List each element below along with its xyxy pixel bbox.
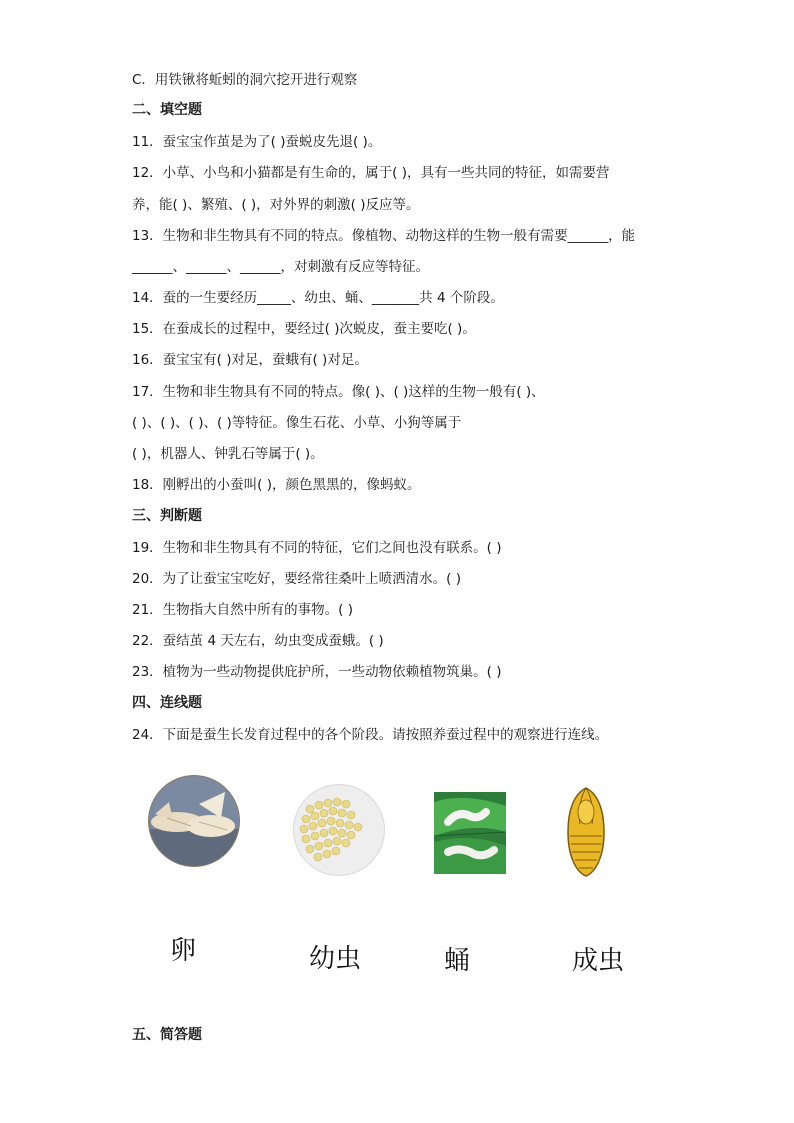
question-11: 11．蚕宝宝作茧是为了( )蚕蜕皮先退( )。 bbox=[132, 134, 382, 150]
question-13-line-1: 13．生物和非生物具有不同的特点。像植物、动物这样的生物一般有需要______，能 bbox=[132, 228, 636, 244]
section-heading-fill-blank: 二、填空题 bbox=[132, 102, 202, 118]
question-18: 18．刚孵出的小蚕叫( )，颜色黑黑的，像蚂蚁。 bbox=[132, 477, 421, 493]
silkworm-moth-image bbox=[147, 774, 241, 868]
question-21: 21．生物指大自然中所有的事物。( ) bbox=[132, 602, 354, 618]
section-heading-matching: 四、连线题 bbox=[132, 695, 202, 711]
label-egg: 卵 bbox=[170, 936, 197, 966]
line-option-c: C．用铁锹将蚯蚓的洞穴挖开进行观察 bbox=[132, 72, 358, 88]
question-14: 14．蚕的一生要经历_____、幼虫、蛹、_______共 4 个阶段。 bbox=[132, 290, 504, 306]
question-17-line-3: ( )，机器人、钟乳石等属于( )。 bbox=[132, 446, 324, 462]
label-pupa: 蛹 bbox=[444, 946, 471, 976]
label-adult: 成虫 bbox=[572, 946, 625, 976]
question-17-line-2: ( )、( )、( )、( )等特征。像生石花、小草、小狗等属于 bbox=[132, 415, 462, 431]
question-23: 23．植物为一些动物提供庇护所，一些动物依赖植物筑巢。( ) bbox=[132, 664, 502, 680]
section-heading-true-false: 三、判断题 bbox=[132, 508, 202, 524]
label-larva: 幼虫 bbox=[309, 944, 362, 974]
question-20: 20．为了让蚕宝宝吃好，要经常往桑叶上喷洒清水。( ) bbox=[132, 571, 462, 587]
silkworm-larva-image bbox=[434, 792, 506, 874]
section-heading-short-answer: 五、简答题 bbox=[132, 1027, 202, 1043]
question-24: 24．下面是蚕生长发育过程中的各个阶段。请按照养蚕过程中的观察进行连线。 bbox=[132, 727, 609, 743]
silkworm-pupa-image bbox=[562, 784, 610, 880]
question-16: 16．蚕宝宝有( )对足，蚕蛾有( )对足。 bbox=[132, 352, 368, 368]
silkworm-eggs-image bbox=[292, 783, 386, 877]
question-22: 22．蚕结茧 4 天左右，幼虫变成蚕蛾。( ) bbox=[132, 633, 384, 649]
question-19: 19．生物和非生物具有不同的特征，它们之间也没有联系。( ) bbox=[132, 540, 502, 556]
question-12-line-1: 12．小草、小鸟和小猫都是有生命的，属于( )，具有一些共同的特征，如需要营 bbox=[132, 165, 610, 181]
question-13-line-2: ______、______、______，对刺激有反应等特征。 bbox=[132, 259, 429, 275]
question-17-line-1: 17．生物和非生物具有不同的特点。像( )、( )这样的生物一般有( )、 bbox=[132, 384, 545, 400]
question-12-line-2: 养，能( )、繁殖、( )，对外界的刺激( )反应等。 bbox=[132, 197, 420, 213]
question-15: 15．在蚕成长的过程中，要经过( )次蜕皮，蚕主要吃( )。 bbox=[132, 321, 476, 337]
